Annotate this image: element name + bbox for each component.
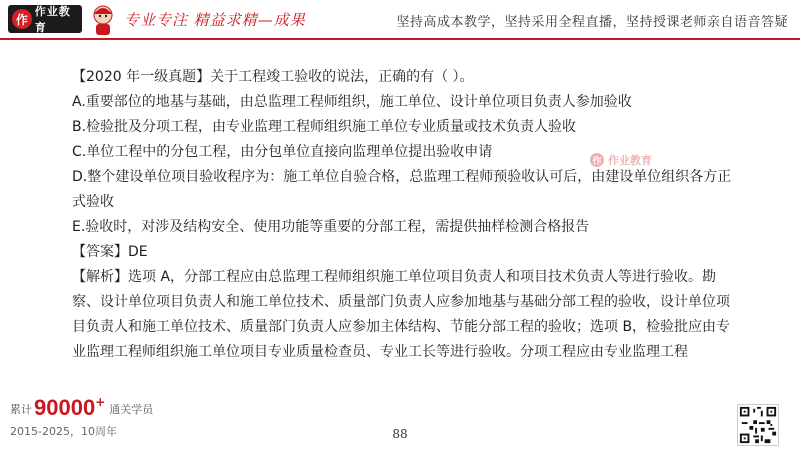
answer: 【答案】DE xyxy=(72,244,148,260)
stat-plus: + xyxy=(95,395,106,409)
brand-logo xyxy=(8,5,82,33)
page-header xyxy=(0,0,800,38)
stat-suffix: 通关学员 xyxy=(109,403,154,416)
logo-mark-icon: 作 xyxy=(12,9,32,29)
mascot-icon xyxy=(86,2,120,36)
option-a: A.重要部位的地基与基础，由总监理工程师组织，施工单位、设计单位项目负责人参加验收 xyxy=(72,94,632,110)
stat-prefix: 累计 xyxy=(10,403,32,416)
stat-row xyxy=(10,395,153,421)
option-e: E.验收时，对涉及结构安全、使用功能等重要的分部工程，需提供抽样检测合格报告 xyxy=(72,219,590,235)
option-c: C.单位工程中的分包工程，由分包单位直接向监理单位提出验收申请 xyxy=(72,144,493,160)
stat-number: 90000 xyxy=(34,395,96,420)
header-divider xyxy=(0,38,800,40)
qr-code-icon[interactable] xyxy=(737,404,779,446)
watermark xyxy=(590,152,652,168)
anniversary-years: 2015-2025，10周年 xyxy=(10,425,117,438)
analysis: 【解析】选项 A，分部工程应由总监理工程师组织施工单位项目负责人和项目技术负责人等进行验收。勘察、设计单位项目负责人和施工单位技术、质量部门负责人应参加地基与基础分部工程的验收，设计单位项目负责人和施工单位技术、质量部门负责人应参加主体结构、节能分部工程的验收；选项 B，检验批应由专业监理工程师组织施工单位项目专业质量检查员、专业工长等进行验收。分项工程应由专业监理工程 xyxy=(72,269,731,360)
option-d: D.整个建设单位项目验收程序为：施工单位自验合格，总监理工程师预验收认可后，由建设单位组织各方正式验收 xyxy=(72,169,732,210)
header-tagline: 坚持高成本教学，坚持采用全程直播，坚持授课老师亲自语音答疑 xyxy=(396,15,788,30)
handwritten-slogan: 专业专注 精益求精—成果 xyxy=(124,11,306,29)
logo-text: 作业教育 xyxy=(34,5,71,34)
option-b: B.检验批及分项工程，由专业监理工程师组织施工单位专业质量或技术负责人验收 xyxy=(72,119,577,135)
watermark-text: 作业教育 xyxy=(608,154,652,167)
question-content xyxy=(72,65,742,365)
watermark-logo-icon: 作 xyxy=(590,153,604,167)
page-number: 88 xyxy=(392,427,408,441)
question-stem: 【2020 年一级真题】关于工程竣工验收的说法，正确的有（ ）。 xyxy=(72,69,474,85)
